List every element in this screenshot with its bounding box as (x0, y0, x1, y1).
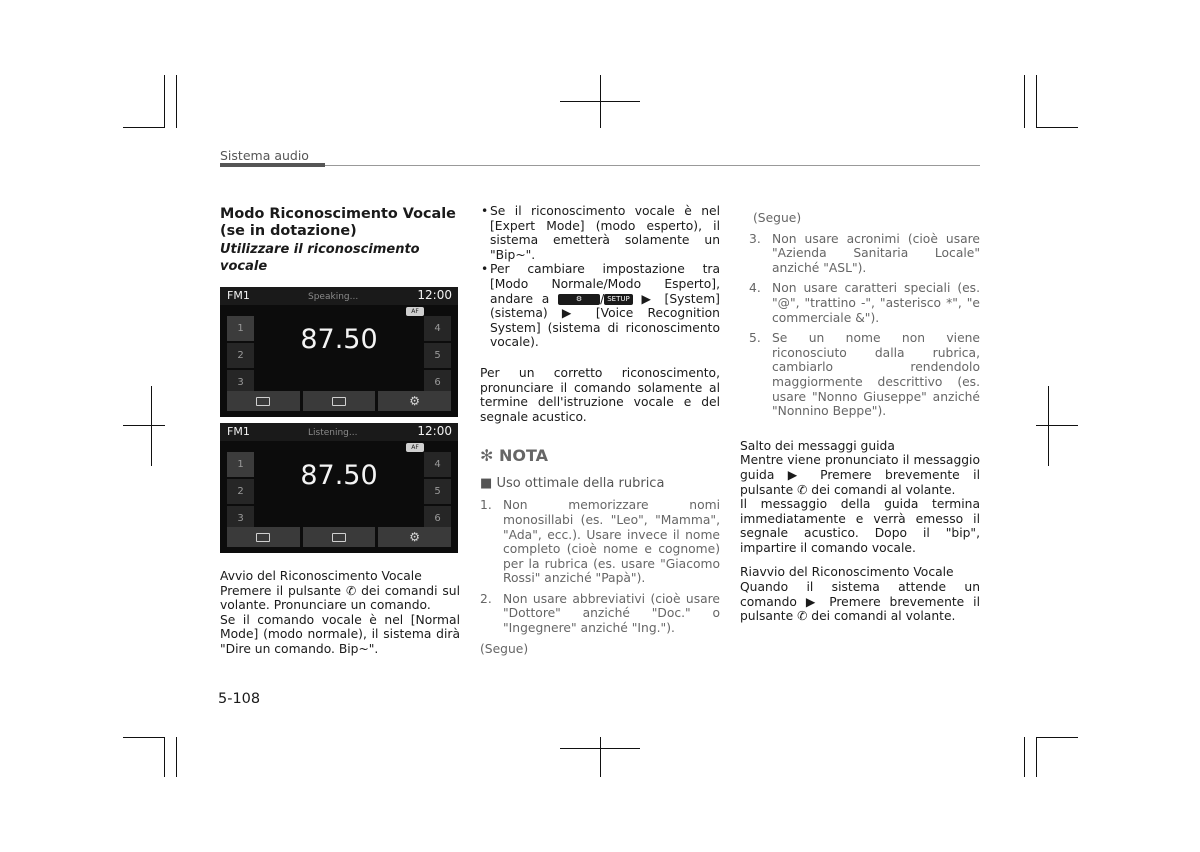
column-left (220, 206, 460, 657)
item-number: 5. (749, 331, 761, 346)
arrow-right-icon: ▶ (787, 467, 807, 482)
screen-status-bar (220, 287, 458, 305)
clock: 12:00 (417, 288, 452, 302)
screen-bottom-bar (227, 391, 451, 411)
paragraph-recognition: Per un corretto riconoscimento, pronunciare il comando solamente al termine dell'istruzione vocale e del segnale acustico. (480, 365, 720, 424)
voice-button-icon: ✆ (797, 609, 808, 624)
bullet-list (480, 204, 720, 350)
header-bar (220, 163, 325, 167)
text: dei comandi sul volante. Pronunciare un comando. (220, 583, 460, 613)
preset-button[interactable]: 4 (424, 316, 451, 341)
arrow-right-icon: ▶ (561, 306, 582, 321)
arrow-right-icon: ▶ (805, 594, 821, 609)
text: dei comandi al volante. (811, 482, 956, 497)
numbered-list (480, 498, 720, 635)
text: [Voice Recognition System] (sistema di riconoscimento vocale). (490, 306, 720, 350)
paragraph-start (220, 584, 460, 613)
column-right (740, 211, 980, 624)
note-heading (480, 446, 720, 466)
bullet-change-mode: • Per cambiare impostazione tra [Modo Normale/Modo Esperto], andare a ⚙ / SETUP ▶ [System] (sistema) ▶ [Voice Recognition System] (sistema di riconoscimento vocale). (480, 262, 720, 350)
clock: 12:00 (417, 424, 452, 438)
continued-label: (Segue) (753, 211, 802, 225)
radio-screen-listening (220, 423, 458, 553)
radio-list-icon (256, 397, 270, 406)
section-subtitle: Utilizzare il riconoscimento vocale (220, 242, 420, 274)
radio-icon (332, 397, 346, 406)
preset-right (424, 316, 451, 397)
gear-icon: ⚙ (409, 530, 421, 544)
frequency-display: 87.50 (300, 460, 378, 491)
item-text: Se un nome non viene riconosciuto dalla rubrica, cambiarlo rendendolo maggiormente descrittivo (es. usare "Nonno Giuseppe" anziché "Nonnino Beppe"). (772, 331, 980, 419)
preset-button[interactable]: 3 (227, 506, 254, 531)
item-number: 4. (749, 281, 761, 296)
heading-skip: Salto dei messaggi guida (740, 438, 895, 453)
voice-status: Listening... (308, 428, 358, 438)
preset-button[interactable]: 6 (424, 370, 451, 395)
bullet-expert-mode: • Se il riconoscimento vocale è nel [Expert Mode] (modo esperto), il sistema emetterà solamente un "Bip~". (480, 204, 720, 262)
voice-button-icon: ✆ (797, 482, 808, 497)
preset-button[interactable]: 3 (227, 370, 254, 395)
voice-status: Speaking... (308, 292, 359, 302)
heading-restart: Riavvio del Riconoscimento Vocale (740, 565, 954, 580)
list-item (749, 281, 980, 325)
af-badge: AF (406, 443, 424, 452)
heading-start: Avvio del Riconoscimento Vocale (220, 569, 422, 583)
list-item (480, 592, 720, 636)
preset-button[interactable]: 5 (424, 479, 451, 504)
paragraph-restart (740, 580, 980, 624)
settings-button[interactable] (378, 391, 451, 411)
arrow-right-icon: ▶ (641, 291, 656, 306)
radio-button[interactable] (303, 527, 376, 547)
af-badge: AF (406, 307, 424, 316)
preset-button[interactable]: 2 (227, 343, 254, 368)
text: dei comandi al volante. (811, 609, 956, 624)
setup-key-icon: ⚙ (558, 294, 600, 305)
voice-button-icon: ✆ (345, 583, 357, 598)
list-item (749, 331, 980, 419)
list-item (749, 232, 980, 276)
section-header: Sistema audio (220, 148, 309, 163)
note-title: NOTA (498, 446, 549, 466)
radio-icon (332, 533, 346, 542)
preset-button[interactable]: 6 (424, 506, 451, 531)
radio-list-icon (256, 533, 270, 542)
asterisk-icon: ✻ (480, 446, 494, 466)
paragraph-normal-mode: Se il comando vocale è nel [Normal Mode] (modo normale), il sistema dirà "Dire un comando. Bip~". (220, 612, 460, 656)
text: Per cambiare impostazione tra [Modo Normale/Modo Esperto], andare a (490, 262, 720, 306)
text: Premere brevemente il pulsante (740, 467, 980, 497)
item-text: Non usare acronimi (cioè usare "Azienda Sanitaria Locale" anziché "ASL"). (772, 231, 980, 275)
square-bullet-icon: ■ (480, 476, 493, 492)
screen-status-bar (220, 423, 458, 441)
screen-bottom-bar (227, 527, 451, 547)
column-middle (480, 204, 720, 656)
continued-label: (Segue) (480, 641, 529, 656)
settings-button[interactable] (378, 527, 451, 547)
preset-left (227, 452, 254, 533)
preset-button[interactable]: 5 (424, 343, 451, 368)
item-text: Non usare caratteri speciali (es. "@", "trattino -", "asterisco *", "e commerciale &"). (772, 281, 980, 325)
band-label: FM1 (227, 289, 250, 302)
item-number: 3. (749, 231, 761, 246)
paragraph-skip (740, 453, 980, 497)
radio-list-button[interactable] (227, 391, 300, 411)
text: Premere il pulsante (220, 583, 342, 598)
paragraph-skip-result: Il messaggio della guida termina immediatamente e verrà emesso il segnale acustico. Dopo il "bip", impartire il comando vocale. (740, 497, 980, 555)
text: Premere brevemente il pulsante (740, 594, 980, 624)
item-number: 2. (480, 591, 492, 606)
frequency-display: 87.50 (300, 324, 378, 355)
preset-button[interactable]: 4 (424, 452, 451, 477)
section-title: Modo Riconoscimento Vocale (se in dotazione) (220, 206, 456, 239)
preset-button[interactable]: 1 (227, 316, 254, 341)
band-label: FM1 (227, 425, 250, 438)
numbered-list (740, 232, 980, 419)
text: Quando il sistema attende un comando (740, 580, 980, 609)
item-number: 1. (480, 498, 492, 513)
setup-key: SETUP (604, 294, 633, 305)
text: [System] (sistema) (490, 291, 720, 321)
radio-list-button[interactable] (227, 527, 300, 547)
preset-right (424, 452, 451, 533)
radio-button[interactable] (303, 391, 376, 411)
item-text: Non memorizzare nomi monosillabi (es. "Leo", "Mamma", "Ada", ecc.). Usare invece il nome completo (cioè nome e cognome) per la rubrica (es. usare "Giacomo Rossi" anziché "Papà"). (503, 498, 720, 586)
page-number: 5-108 (218, 691, 261, 707)
note-subheading (480, 476, 720, 492)
preset-button[interactable]: 1 (227, 452, 254, 477)
preset-button[interactable]: 2 (227, 479, 254, 504)
gear-icon: ⚙ (409, 394, 421, 408)
text: Mentre viene pronunciato il messaggio guida (740, 453, 980, 482)
radio-screen-speaking (220, 287, 458, 417)
text: Uso ottimale della rubrica (496, 476, 665, 492)
preset-left (227, 316, 254, 397)
list-item (480, 498, 720, 586)
item-text: Non usare abbreviativi (cioè usare "Dottore" anziché "Doc." o "Ingegnere" anziché "Ing."). (503, 591, 720, 636)
header-rule (325, 165, 980, 166)
